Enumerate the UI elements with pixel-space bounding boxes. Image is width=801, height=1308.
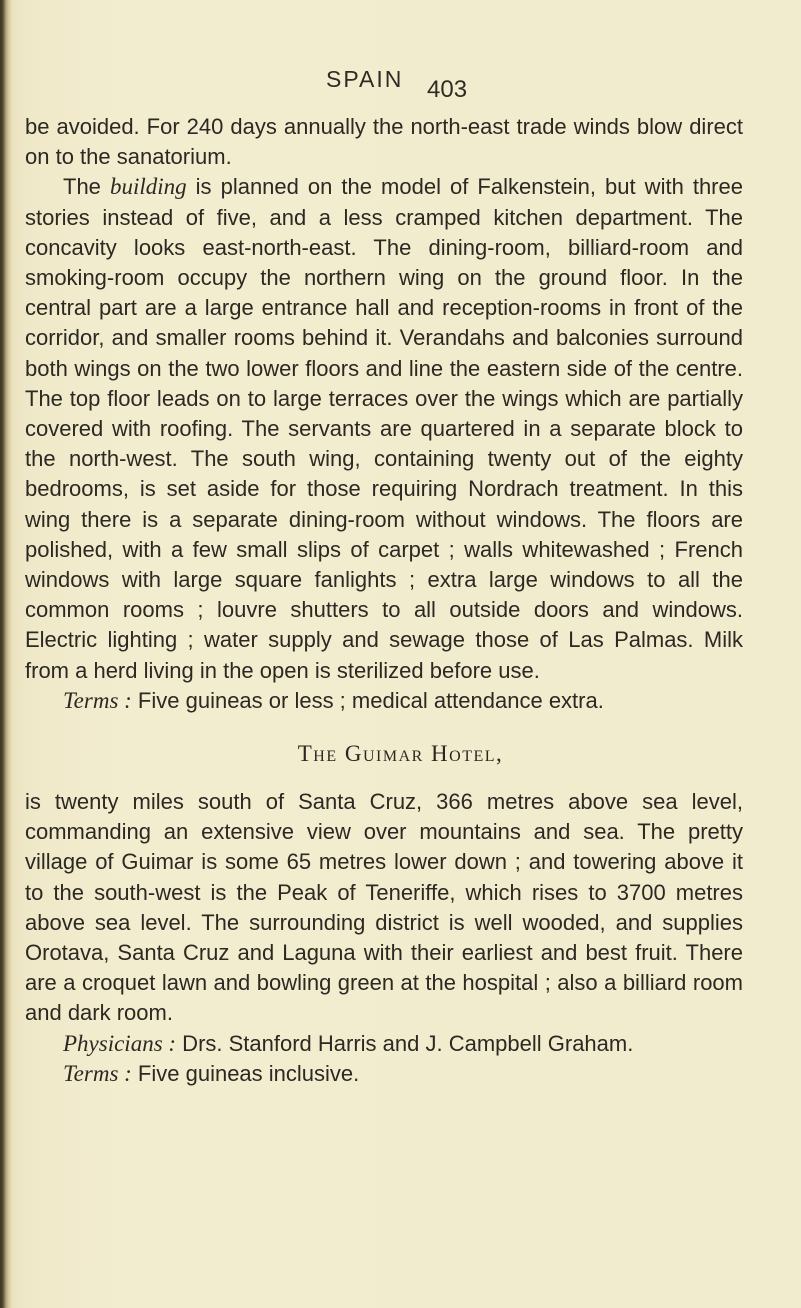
book-binding-edge <box>0 0 12 1308</box>
physicians-label: Physicians : <box>63 1030 177 1056</box>
paragraph-guimar: is twenty miles south of Santa Cruz, 366 metres above sea level, commanding an extensive view over mountains and sea. The pretty village of Guimar is some 65 metres lower down ; and towering above it to the south-west is the Peak of Teneriffe, which rises to 3700 metres above sea level. The surrounding district is well wooded, and supplies Orotava, Santa Cruz and Laguna with their earliest and best fruit. There are a croquet lawn and bowling green at the hospital ; also a billiard room and dark room. <box>25 789 743 1026</box>
page-header <box>0 66 801 102</box>
building-label: building <box>109 174 187 200</box>
page-number: 403 <box>427 76 468 103</box>
paragraph-terms-1: Terms : Five guineas or less ; medical attendance extra. <box>63 687 604 713</box>
paragraph-physicians: Physicians : Drs. Stanford Harris and J. Campbell Graham. <box>63 1030 634 1056</box>
paragraph-avoided: be avoided. For 240 days annually the north-east trade winds blow direct on to the sanatorium. <box>25 114 743 170</box>
body-text-section-1 <box>25 112 743 716</box>
terms-label: Terms : <box>63 1060 132 1086</box>
terms-label: Terms : <box>63 687 132 713</box>
paragraph-building: The building is planned on the model of Falkenstein, but with three stories instead of five, and a less cramped kitchen department. The concavity looks east-north-east. The dining-room, billiard-room and smoking-room occupy the northern wing on the ground floor. In the central part are a large entrance hall and reception-rooms in front of the corridor, and smaller rooms behind it. Verandahs and balconies surround both wings on the two lower floors and line the eastern side of the centre. The top floor leads on to large terraces over the wings which are partially covered with roofing. The servants are quartered in a separate block to the north-west. The south wing, containing twenty out of the eighty bedrooms, is set aside for those requiring Nordrach treatment. In this wing there is a separate dining-room without windows. The floors are polished, with a few small slips of carpet ; walls whitewashed ; French windows with large square fanlights ; extra large windows to all the common rooms ; louvre shutters to all outside doors and windows. Electric lighting ; water supply and sewage those of Las Palmas. Milk from a herd living in the open is sterilized before use. <box>25 174 743 683</box>
body-text-section-2 <box>25 787 743 1089</box>
running-head: SPAIN <box>326 66 404 92</box>
paragraph-terms-2: Terms : Five guineas inclusive. <box>63 1060 360 1086</box>
section-heading-guimar-hotel: The Guimar Hotel, <box>297 741 504 766</box>
